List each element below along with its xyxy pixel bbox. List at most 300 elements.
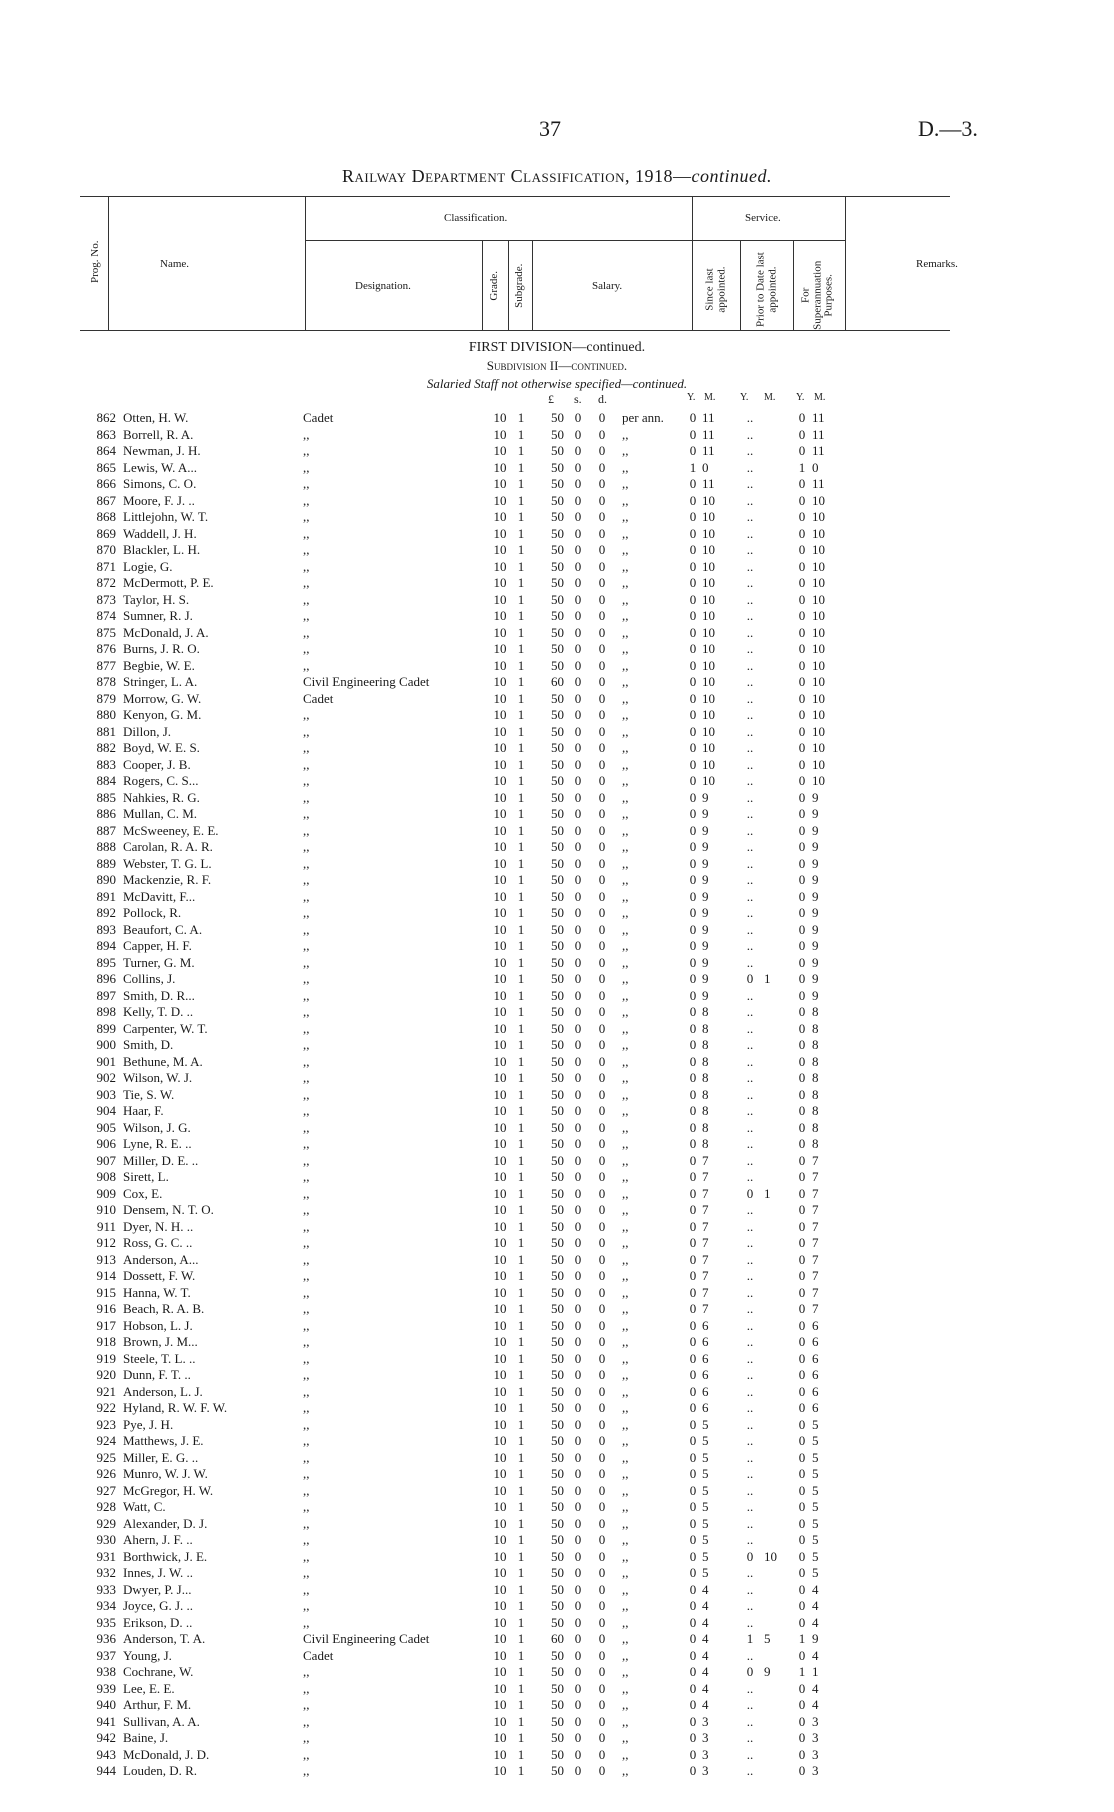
salary-shillings-cell: 0 [574, 1268, 582, 1283]
prior-years-cell: .. [746, 674, 754, 689]
super-months-cell: 5 [812, 1499, 819, 1514]
salary-pence-cell: 0 [598, 1350, 606, 1366]
salary-shillings-cell: 0 [574, 1004, 582, 1019]
table-row [0, 1450, 1114, 1467]
prior-years-cell: .. [746, 1482, 754, 1498]
prior-years-cell: .. [746, 459, 754, 475]
super-years-cell: 0 [798, 1169, 806, 1184]
name-cell: Steele, T. L. .. [123, 1350, 196, 1366]
subgrade-cell: 1 [517, 1763, 525, 1778]
super-months-cell: 10 [812, 756, 825, 772]
prog-no-cell: 865 [96, 459, 116, 475]
grade-cell: 10 [493, 1532, 507, 1547]
super-years-cell: 0 [798, 1136, 806, 1151]
super-years-cell: 0 [798, 1713, 806, 1729]
prog-no-cell: 927 [96, 1482, 116, 1498]
header-grade: Grade. [488, 270, 501, 301]
super-months-cell: 4 [812, 1647, 819, 1663]
salary-pounds-cell: 50 [551, 1433, 564, 1448]
name-cell: Miller, D. E. .. [123, 1152, 199, 1168]
super-months-cell: 7 [812, 1251, 819, 1267]
since-last-months-cell: 6 [702, 1383, 709, 1399]
designation-cell: Cadet [303, 690, 334, 706]
super-months-cell: 5 [812, 1565, 819, 1580]
table-row [0, 608, 1114, 625]
grade-cell: 10 [493, 1433, 507, 1448]
salary-pounds-cell: 50 [551, 1317, 564, 1333]
since-last-months-cell: 11 [702, 426, 715, 442]
grade-cell: 10 [493, 1499, 507, 1514]
designation-cell: ,, [303, 1334, 310, 1349]
table-row [0, 1235, 1114, 1252]
prog-no-cell: 932 [96, 1565, 116, 1580]
prog-no-cell: 872 [96, 575, 116, 590]
super-months-cell: 9 [812, 938, 819, 953]
salary-period-cell: ,, [622, 641, 629, 656]
salary-shillings-cell: 0 [574, 641, 582, 656]
designation-cell: ,, [303, 1400, 310, 1415]
salary-period-cell: ,, [622, 674, 629, 689]
since-last-years-cell: 0 [689, 1598, 697, 1613]
grade-cell: 10 [493, 459, 507, 475]
salary-shillings-cell: 0 [574, 476, 582, 491]
super-months-cell: 7 [812, 1235, 819, 1250]
super-years-cell: 1 [798, 459, 806, 475]
col-rule [108, 196, 109, 330]
since-last-years-cell: 0 [689, 690, 697, 706]
prog-no-cell: 909 [96, 1185, 116, 1201]
salary-shillings-cell: 0 [574, 525, 582, 541]
since-last-years-cell: 0 [689, 987, 697, 1003]
table-row [0, 1417, 1114, 1434]
designation-cell: ,, [303, 1532, 310, 1547]
prior-months-cell: 1 [764, 1185, 771, 1201]
super-months-cell: 5 [812, 1532, 819, 1547]
salary-pence-cell: 0 [598, 1251, 606, 1267]
table-row [0, 1384, 1114, 1401]
subgrade-cell: 1 [517, 921, 525, 937]
prog-no-cell: 898 [96, 1004, 116, 1019]
super-years-cell: 0 [798, 1301, 806, 1316]
name-cell: Stringer, L. A. [123, 674, 198, 689]
since-last-years-cell: 0 [689, 410, 697, 425]
since-last-months-cell: 7 [702, 1185, 709, 1201]
since-last-years-cell: 0 [689, 657, 697, 673]
since-last-years-cell: 0 [689, 1763, 697, 1778]
salary-pounds-cell: 50 [551, 1136, 564, 1151]
salary-shillings-cell: 0 [574, 1466, 582, 1481]
since-last-years-cell: 0 [689, 1664, 697, 1679]
prior-years-cell: 0 [746, 1664, 754, 1679]
prior-years-cell: .. [746, 690, 754, 706]
name-cell: Morrow, G. W. [123, 690, 202, 706]
prior-years-cell: .. [746, 1202, 754, 1217]
name-cell: Beach, R. A. B. [123, 1301, 205, 1316]
super-years-cell: 0 [798, 921, 806, 937]
since-last-years-cell: 0 [689, 1020, 697, 1036]
salary-pounds-cell: 50 [551, 1119, 564, 1135]
since-last-years-cell: 0 [689, 1730, 697, 1745]
salary-pounds-cell: 50 [551, 723, 564, 739]
salary-pounds-cell: 50 [551, 740, 564, 755]
col-rule [482, 240, 483, 330]
salary-shillings-cell: 0 [574, 1697, 582, 1712]
salary-pence-cell: 0 [598, 1532, 606, 1547]
salary-shillings-cell: 0 [574, 674, 582, 689]
prior-years-cell: .. [746, 1367, 754, 1382]
salary-pounds-cell: 50 [551, 1367, 564, 1382]
prior-years-cell: .. [746, 1565, 754, 1580]
designation-cell: ,, [303, 756, 310, 772]
name-cell: Brown, J. M... [123, 1334, 198, 1349]
salary-pounds-cell: 50 [551, 443, 564, 458]
name-cell: Begbie, W. E. [123, 657, 195, 673]
salary-pence-cell: 0 [598, 1020, 606, 1036]
salary-shillings-cell: 0 [574, 1235, 582, 1250]
salary-pence-cell: 0 [598, 558, 606, 574]
prog-no-cell: 944 [96, 1763, 116, 1778]
super-years-cell: 0 [798, 938, 806, 953]
prog-no-cell: 908 [96, 1169, 116, 1184]
designation-cell: ,, [303, 591, 310, 607]
super-months-cell: 7 [812, 1268, 819, 1283]
subgrade-cell: 1 [517, 954, 525, 970]
salary-period-cell: ,, [622, 1763, 629, 1778]
salary-pounds-cell: 50 [551, 1301, 564, 1316]
super-months-cell: 7 [812, 1301, 819, 1316]
prog-no-cell: 866 [96, 476, 116, 491]
subgrade-cell: 1 [517, 410, 525, 425]
table-row [0, 971, 1114, 988]
salary-period-cell: ,, [622, 1235, 629, 1250]
since-last-years-cell: 0 [689, 1581, 697, 1597]
salary-period-cell: ,, [622, 1631, 629, 1646]
salary-pence-cell: 0 [598, 575, 606, 590]
prog-no-cell: 901 [96, 1053, 116, 1069]
col-rule [740, 240, 741, 330]
page-number: 37 [539, 116, 561, 141]
super-months-cell: 9 [812, 888, 819, 904]
salary-pence-cell: 0 [598, 1416, 606, 1432]
table-row [0, 427, 1114, 444]
name-cell: Logie, G. [123, 558, 173, 574]
name-cell: Dillon, J. [123, 723, 172, 739]
since-last-years-cell: 0 [689, 822, 697, 838]
header-classification: Classification. [444, 212, 508, 224]
salary-pence-cell: 0 [598, 1152, 606, 1168]
salary-pounds-cell: 50 [551, 1664, 564, 1679]
salary-pounds-cell: 50 [551, 1350, 564, 1366]
table-row [0, 1664, 1114, 1681]
prior-years-cell: .. [746, 443, 754, 458]
salary-period-cell: ,, [622, 657, 629, 673]
prog-no-cell: 929 [96, 1515, 116, 1531]
super-years-cell: 0 [798, 822, 806, 838]
prog-no-cell: 921 [96, 1383, 116, 1399]
since-last-years-cell: 0 [689, 938, 697, 953]
grade-cell: 10 [493, 542, 507, 557]
salary-shillings-cell: 0 [574, 1565, 582, 1580]
subgrade-cell: 1 [517, 1730, 525, 1745]
designation-cell: ,, [303, 839, 310, 854]
super-years-cell: 0 [798, 1037, 806, 1052]
prog-no-cell: 879 [96, 690, 116, 706]
prog-no-cell: 890 [96, 872, 116, 887]
prior-years-cell: .. [746, 1334, 754, 1349]
table-row [0, 476, 1114, 493]
super-months-cell: 10 [812, 624, 825, 640]
since-last-months-cell: 6 [702, 1400, 709, 1415]
salary-shillings-cell: 0 [574, 1730, 582, 1745]
table-row [0, 1054, 1114, 1071]
super-months-cell: 9 [812, 872, 819, 887]
subgrade-cell: 1 [517, 872, 525, 887]
salary-shillings-cell: 0 [574, 558, 582, 574]
designation-cell: ,, [303, 872, 310, 887]
table-row [0, 1021, 1114, 1038]
page-title-year: , 1918— [625, 166, 692, 186]
salary-pounds-cell: 50 [551, 575, 564, 590]
salary-period-cell: ,, [622, 1383, 629, 1399]
salary-shillings-cell: 0 [574, 1119, 582, 1135]
grade-cell: 10 [493, 1631, 507, 1646]
salary-pence-cell: 0 [598, 1037, 606, 1052]
since-last-years-cell: 0 [689, 1515, 697, 1531]
subgrade-cell: 1 [517, 1317, 525, 1333]
salary-shillings-cell: 0 [574, 542, 582, 557]
salary-pounds-cell: 50 [551, 558, 564, 574]
salary-pounds-cell: 50 [551, 1515, 564, 1531]
section-code: D.—3. [918, 116, 978, 141]
name-cell: Simons, C. O. [123, 476, 197, 491]
subgrade-cell: 1 [517, 690, 525, 706]
subgrade-cell: 1 [517, 839, 525, 854]
subgrade-cell: 1 [517, 1020, 525, 1036]
super-months-cell: 10 [812, 674, 825, 689]
grade-cell: 10 [493, 1202, 507, 1217]
header-subgrade: Subgrade. [513, 263, 526, 308]
prior-years-cell: .. [746, 839, 754, 854]
prog-no-cell: 917 [96, 1317, 116, 1333]
salary-period-cell: ,, [622, 723, 629, 739]
salary-shillings-cell: 0 [574, 707, 582, 722]
grade-cell: 10 [493, 1367, 507, 1382]
super-months-cell: 11 [812, 426, 825, 442]
since-last-months-cell: 6 [702, 1350, 709, 1366]
super-months-cell: 6 [812, 1317, 819, 1333]
salary-period-cell: ,, [622, 1185, 629, 1201]
name-cell: Borthwick, J. E. [123, 1548, 208, 1564]
salary-pounds-cell: 50 [551, 525, 564, 541]
designation-cell: ,, [303, 1383, 310, 1399]
page-title [0, 166, 1114, 187]
salary-pence-cell: 0 [598, 624, 606, 640]
designation-cell: ,, [303, 608, 310, 623]
since-last-years-cell: 0 [689, 1416, 697, 1432]
designation-cell: ,, [303, 1169, 310, 1184]
super-years-cell: 0 [798, 1598, 806, 1613]
salary-period-cell: ,, [622, 525, 629, 541]
salary-shillings-cell: 0 [574, 690, 582, 706]
salary-shillings-cell: 0 [574, 1202, 582, 1217]
super-years-cell: 0 [798, 410, 806, 425]
salary-shillings-cell: 0 [574, 410, 582, 425]
salary-period-cell: ,, [622, 1730, 629, 1745]
since-last-years-cell: 0 [689, 1746, 697, 1762]
name-cell: Rogers, C. S... [123, 773, 199, 788]
salary-shillings-cell: 0 [574, 1086, 582, 1102]
grade-cell: 10 [493, 410, 507, 425]
salary-shillings-cell: 0 [574, 1136, 582, 1151]
table-row [0, 773, 1114, 790]
since-last-months-cell: 8 [702, 1070, 709, 1085]
grade-cell: 10 [493, 624, 507, 640]
designation-cell: ,, [303, 509, 310, 524]
subgrade-cell: 1 [517, 1053, 525, 1069]
salary-pence-cell: 0 [598, 1581, 606, 1597]
table-row [0, 493, 1114, 510]
name-cell: Newman, J. H. [123, 443, 201, 458]
super-years-cell: 0 [798, 1499, 806, 1514]
salary-shillings-cell: 0 [574, 1037, 582, 1052]
name-cell: Alexander, D. J. [123, 1515, 208, 1531]
since-last-months-cell: 5 [702, 1466, 709, 1481]
salary-pence-cell: 0 [598, 1680, 606, 1696]
unit-pence: d. [598, 392, 607, 406]
super-months-cell: 8 [812, 1103, 819, 1118]
subgrade-cell: 1 [517, 1680, 525, 1696]
col-rule [305, 196, 306, 330]
prog-no-cell: 875 [96, 624, 116, 640]
prior-years-cell: .. [746, 1614, 754, 1630]
subgrade-cell: 1 [517, 740, 525, 755]
subgrade-cell: 1 [517, 542, 525, 557]
table-row [0, 1763, 1114, 1780]
since-last-months-cell: 10 [702, 740, 715, 755]
salary-shillings-cell: 0 [574, 1383, 582, 1399]
subgrade-cell: 1 [517, 1565, 525, 1580]
salary-period-cell: ,, [622, 509, 629, 524]
salary-period-cell: ,, [622, 1532, 629, 1547]
table-row [0, 1004, 1114, 1021]
designation-cell: ,, [303, 1301, 310, 1316]
prior-years-cell: .. [746, 492, 754, 508]
prog-no-cell: 912 [96, 1235, 116, 1250]
prior-years-cell: 0 [746, 1185, 754, 1201]
prior-years-cell: .. [746, 1119, 754, 1135]
salary-period-cell: ,, [622, 987, 629, 1003]
designation-cell: ,, [303, 1499, 310, 1514]
prog-no-cell: 882 [96, 740, 116, 755]
super-years-cell: 0 [798, 1185, 806, 1201]
salary-pence-cell: 0 [598, 740, 606, 755]
prog-no-cell: 877 [96, 657, 116, 673]
since-last-years-cell: 0 [689, 443, 697, 458]
table-row [0, 1598, 1114, 1615]
salary-pence-cell: 0 [598, 822, 606, 838]
salary-shillings-cell: 0 [574, 1350, 582, 1366]
super-years-cell: 0 [798, 707, 806, 722]
designation-cell: ,, [303, 1004, 310, 1019]
since-last-years-cell: 0 [689, 1053, 697, 1069]
prior-years-cell: .. [746, 1680, 754, 1696]
salary-pounds-cell: 50 [551, 1466, 564, 1481]
super-years-cell: 0 [798, 888, 806, 904]
unit-m: M. [814, 392, 826, 403]
super-months-cell: 5 [812, 1466, 819, 1481]
grade-cell: 10 [493, 1664, 507, 1679]
since-last-months-cell: 9 [702, 888, 709, 904]
name-cell: Mullan, C. M. [123, 806, 198, 821]
subgrade-cell: 1 [517, 575, 525, 590]
subgrade-cell: 1 [517, 1251, 525, 1267]
super-months-cell: 4 [812, 1680, 819, 1696]
salary-shillings-cell: 0 [574, 740, 582, 755]
grade-cell: 10 [493, 492, 507, 508]
name-cell: Ross, G. C. .. [123, 1235, 193, 1250]
super-years-cell: 0 [798, 905, 806, 920]
salary-pounds-cell: 50 [551, 921, 564, 937]
salary-pence-cell: 0 [598, 674, 606, 689]
salary-pence-cell: 0 [598, 789, 606, 805]
super-years-cell: 0 [798, 1004, 806, 1019]
since-last-months-cell: 9 [702, 938, 709, 953]
super-years-cell: 0 [798, 1103, 806, 1118]
name-cell: Hyland, R. W. F. W. [123, 1400, 228, 1415]
table-row [0, 1037, 1114, 1054]
designation-cell: ,, [303, 1466, 310, 1481]
name-cell: Moore, F. J. .. [123, 492, 195, 508]
super-years-cell: 0 [798, 1202, 806, 1217]
salary-shillings-cell: 0 [574, 789, 582, 805]
since-last-years-cell: 0 [689, 1647, 697, 1663]
since-last-months-cell: 10 [702, 707, 715, 722]
salary-shillings-cell: 0 [574, 1020, 582, 1036]
prior-years-cell: .. [746, 1598, 754, 1613]
table-row [0, 1186, 1114, 1203]
salary-pounds-cell: 50 [551, 1185, 564, 1201]
prior-months-cell: 1 [764, 971, 771, 986]
since-last-years-cell: 0 [689, 1268, 697, 1283]
subgrade-cell: 1 [517, 1581, 525, 1597]
staff-table-body [0, 410, 1114, 1780]
salary-pence-cell: 0 [598, 608, 606, 623]
salary-pence-cell: 0 [598, 690, 606, 706]
name-cell: Ahern, J. F. .. [123, 1532, 193, 1547]
prior-years-cell: .. [746, 1020, 754, 1036]
super-months-cell: 11 [812, 410, 825, 425]
name-cell: Capper, H. F. [123, 938, 192, 953]
salary-period-cell: ,, [622, 971, 629, 986]
table-row [0, 641, 1114, 658]
salary-pence-cell: 0 [598, 1383, 606, 1399]
prior-years-cell: .. [746, 1070, 754, 1085]
prog-no-cell: 886 [96, 806, 116, 821]
salary-pounds-cell: 50 [551, 1202, 564, 1217]
salary-shillings-cell: 0 [574, 1053, 582, 1069]
since-last-months-cell: 8 [702, 1004, 709, 1019]
prior-years-cell: .. [746, 1383, 754, 1399]
super-years-cell: 0 [798, 872, 806, 887]
table-row [0, 790, 1114, 807]
super-years-cell: 0 [798, 1317, 806, 1333]
salary-period-cell: ,, [622, 542, 629, 557]
subgrade-cell: 1 [517, 1086, 525, 1102]
prog-no-cell: 863 [96, 426, 116, 442]
name-cell: McDavitt, F... [123, 888, 196, 904]
salary-pence-cell: 0 [598, 1334, 606, 1349]
salary-period-cell: ,, [622, 1284, 629, 1300]
